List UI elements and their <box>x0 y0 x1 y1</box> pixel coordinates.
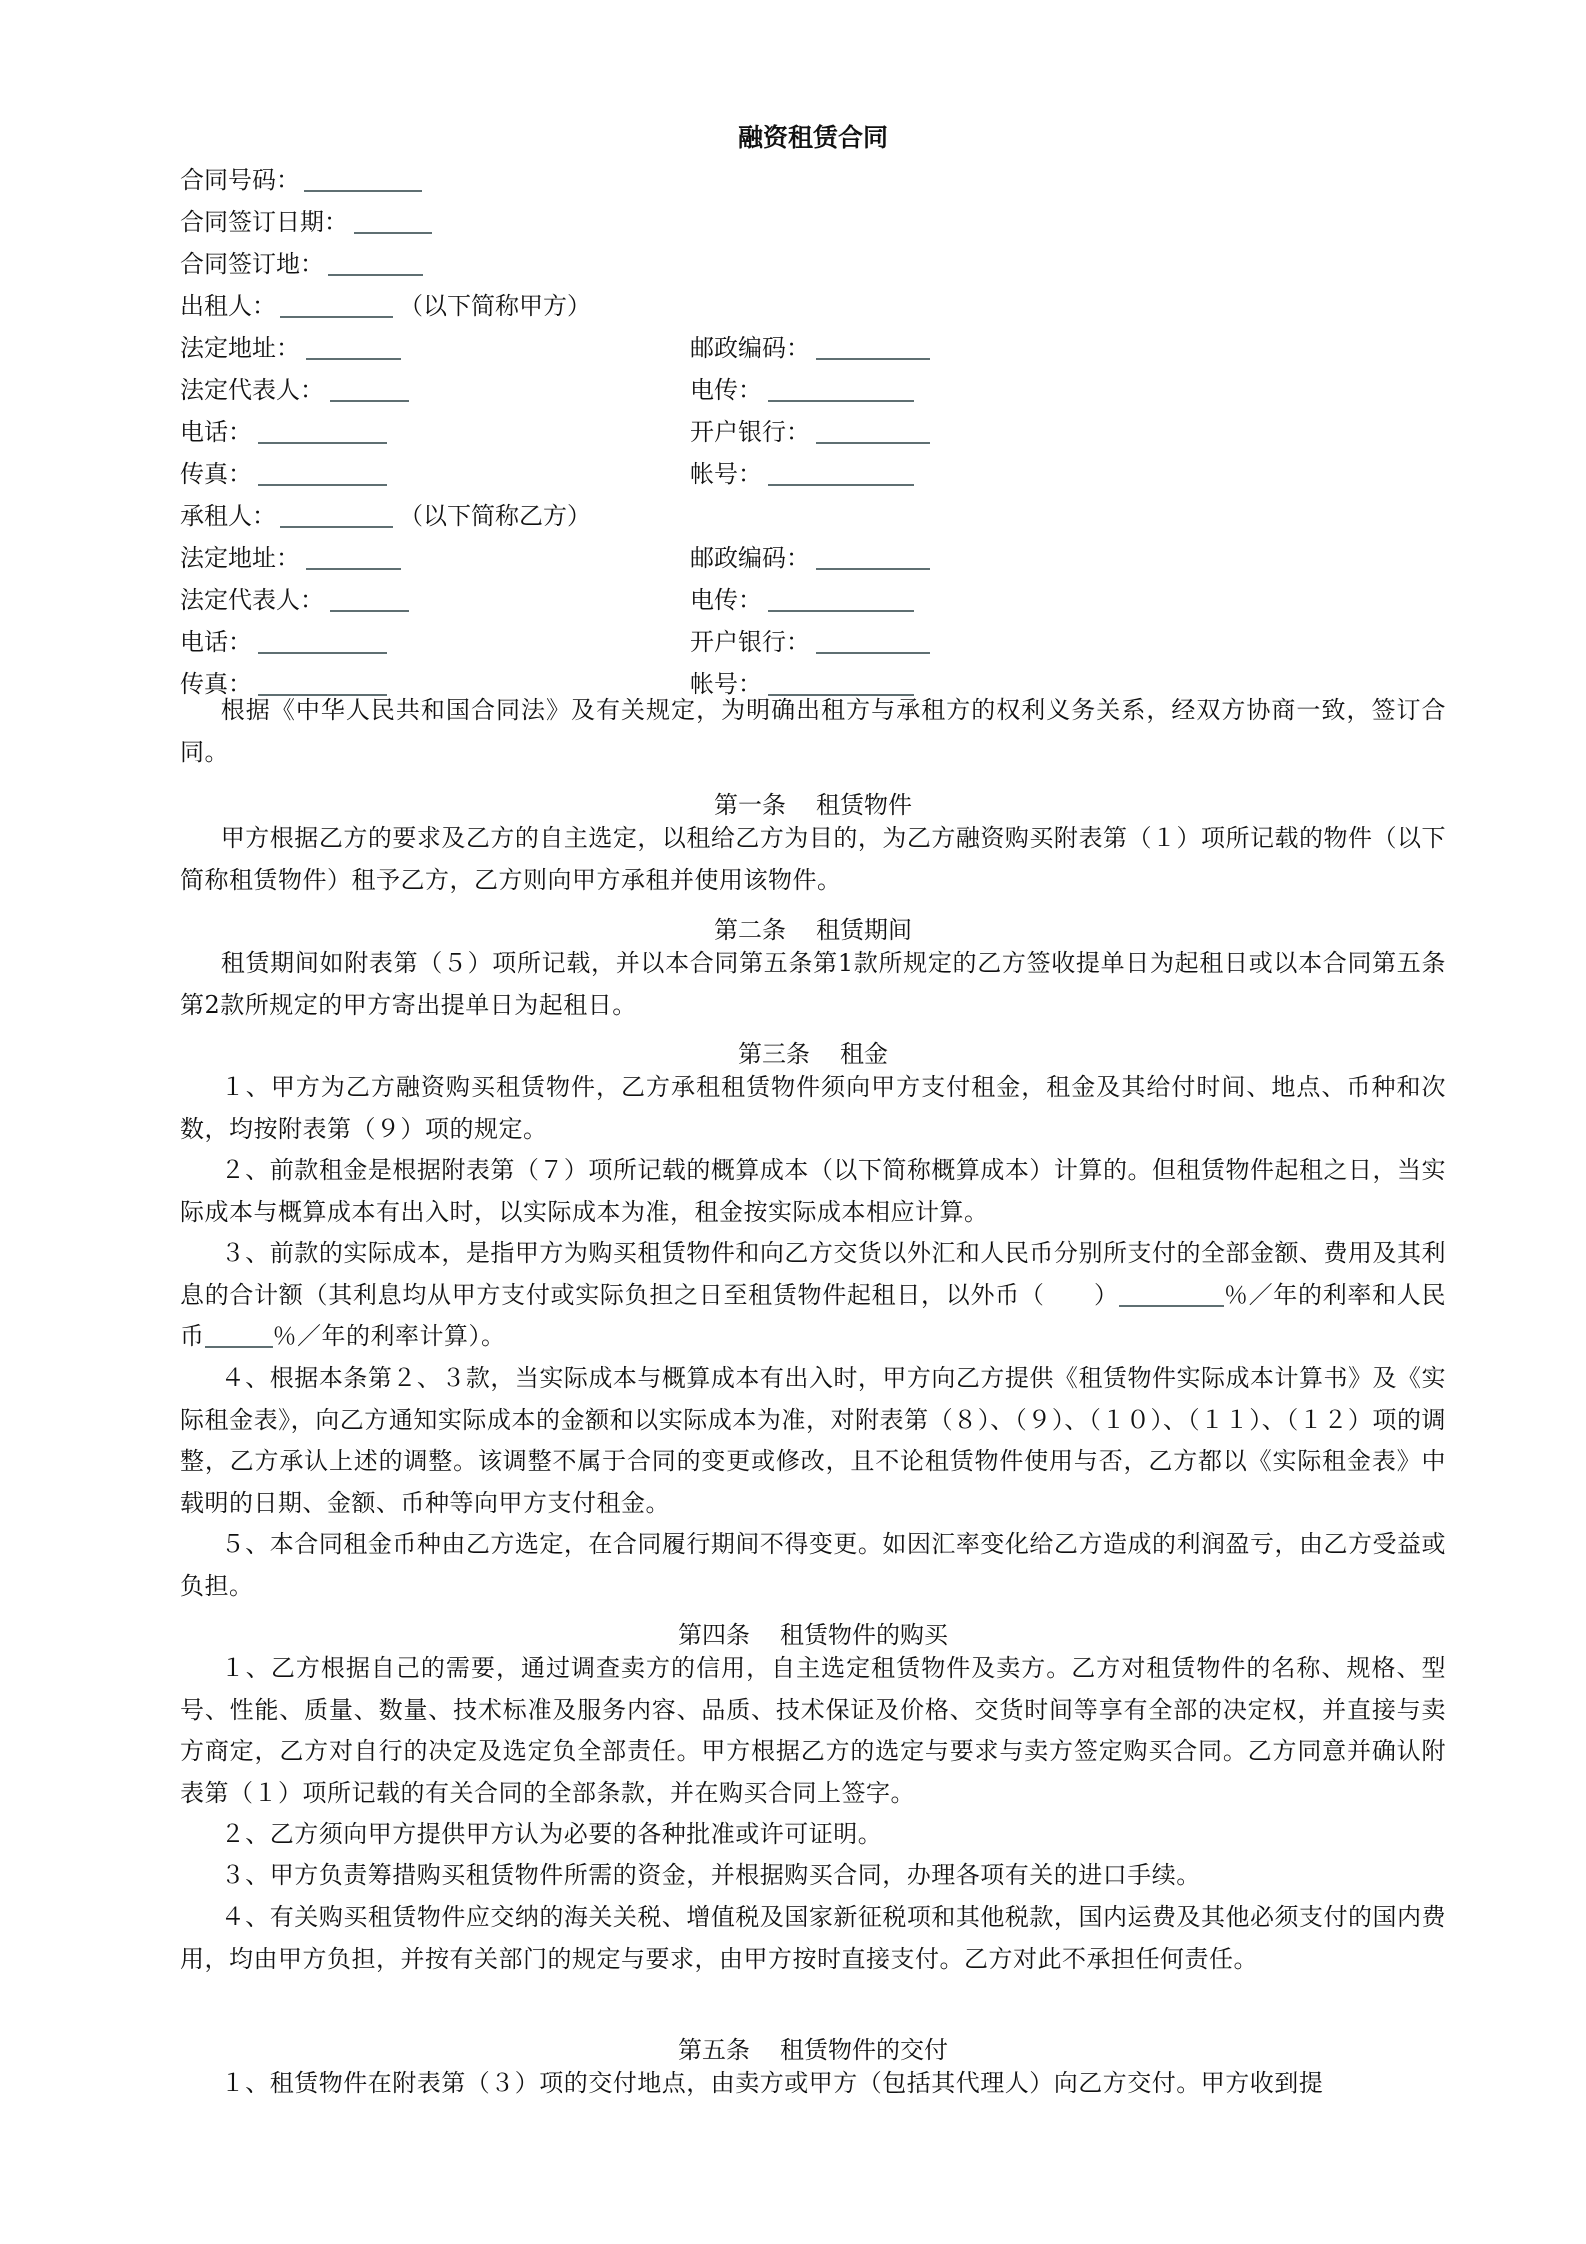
field-label: 电传： <box>690 376 762 404</box>
field-label: 邮政编码： <box>690 544 810 572</box>
field-note: （以下简称乙方） <box>399 502 591 530</box>
blank-line[interactable] <box>330 374 409 402</box>
lessor-postcode-field <box>690 328 930 368</box>
article-5-clause-1: １、租赁物件在附表第（３）项的交付地点，由卖方或甲方（包括其代理人）向乙方交付。甲方收到提 <box>220 2069 1324 2097</box>
blank-line[interactable] <box>816 542 930 570</box>
field-contract-no <box>180 160 422 200</box>
field-label: 合同签订日期： <box>180 208 348 236</box>
field-label: 开户银行： <box>690 418 810 446</box>
article-number: 第五条 <box>678 2036 750 2064</box>
lessee-address-field <box>180 538 401 578</box>
article-name: 租金 <box>840 1040 888 1068</box>
document-title: 融资租赁合同 <box>737 123 888 152</box>
foreign-rate-blank[interactable] <box>1119 1281 1224 1307</box>
lessor-bank-field <box>690 412 930 452</box>
article-4-clause-2: ２、乙方须向甲方提供甲方认为必要的各种批准或许可证明。 <box>220 1820 883 1848</box>
blank-line[interactable] <box>280 500 393 528</box>
lessor-address-field <box>180 328 401 368</box>
blank-line[interactable] <box>258 458 387 486</box>
lessor-account-field <box>690 454 914 494</box>
article-number: 第一条 <box>714 791 786 819</box>
field-sign-place <box>180 244 423 284</box>
blank-line[interactable] <box>768 584 914 612</box>
article-3-clause-2: ２、前款租金是根据附表第（７）项所记载的概算成本（以下简称概算成本）计算的。但租赁物件起租之日，当实际成本与概算成本有出入时，以实际成本为准，租金按实际成本相应计算。 <box>180 1156 1446 1226</box>
lessor-name-field <box>180 286 591 326</box>
blank-line[interactable] <box>306 542 401 570</box>
field-sign-date <box>180 202 432 242</box>
lessee-bank-field <box>690 622 930 662</box>
article-number: 第四条 <box>678 1621 750 1649</box>
blank-line[interactable] <box>354 206 432 234</box>
article-4-clause-1: １、乙方根据自己的需要，通过调查卖方的信用，自主选定租赁物件及卖方。乙方对租赁物件的名称、规格、型号、性能、质量、数量、技术标准及服务内容、品质、技术保证及价格、交货时间等享有全部的决定权，并直接与卖方商定，乙方对自行的决定及选定负全部责任。甲方根据乙方的选定与要求与卖方签定购买合同。乙方同意并确认附表第（１）项所记载的有关合同的全部条款，并在购买合同上签字。 <box>180 1654 1446 1807</box>
field-note: （以下简称甲方） <box>399 292 591 320</box>
field-label: 承租人： <box>180 502 276 530</box>
article-4-clause-4: ４、有关购买租赁物件应交纳的海关关税、增值税及国家新征税项和其他税款，国内运费及其他必须支付的国内费用，均由甲方负担，并按有关部门的规定与要求，由甲方按时直接支付。乙方对此不承担任何责任。 <box>180 1903 1446 1973</box>
rmb-rate-blank[interactable] <box>205 1322 273 1348</box>
field-label: 传真： <box>180 670 252 698</box>
article-3-clause-4: ４、根据本条第２、３款，当实际成本与概算成本有出入时，甲方向乙方提供《租赁物件实际成本计算书》及《实际租金表》，向乙方通知实际成本的金额和以实际成本为准，对附表第（８）、（９）、（１０）、（１１）、（１２）项的调整，乙方承认上述的调整。该调整不属于合同的变更或修改，且不论租赁物件使用与否，乙方都以《实际租金表》中载明的日期、金额、币种等向甲方支付租金。 <box>180 1364 1446 1517</box>
blank-line[interactable] <box>306 332 401 360</box>
field-label: 法定地址： <box>180 334 300 362</box>
field-label: 电传： <box>690 586 762 614</box>
article-2-paragraph: 租赁期间如附表第（５）项所记载，并以本合同第五条第1款所规定的乙方签收提单日为起租日或以本合同第五条第2款所规定的甲方寄出提单日为起租日。 <box>180 949 1446 1019</box>
article-3-clause-3 <box>180 1233 1446 1358</box>
field-label: 开户银行： <box>690 628 810 656</box>
article-name: 租赁期间 <box>816 916 912 944</box>
field-label: 合同号码： <box>180 166 300 194</box>
field-label: 合同签订地： <box>180 250 324 278</box>
article-4-clause-3: ３、甲方负责筹措购买租赁物件所需的资金，并根据购买合同，办理各项有关的进口手续。 <box>220 1861 1201 1889</box>
lessor-rep-field <box>180 370 409 410</box>
field-label: 出租人： <box>180 292 276 320</box>
blank-line[interactable] <box>328 248 423 276</box>
clause-text: ％／年的利率和人民币 <box>180 1280 1447 1350</box>
lessee-phone-field <box>180 622 387 662</box>
field-label: 帐号： <box>690 460 762 488</box>
field-label: 传真： <box>180 460 252 488</box>
lessor-telex-field <box>690 370 914 410</box>
blank-line[interactable] <box>816 416 930 444</box>
lessee-postcode-field <box>690 538 930 578</box>
article-name: 租赁物件的交付 <box>780 2036 948 2064</box>
article-name: 租赁物件 <box>816 791 912 819</box>
article-name: 租赁物件的购买 <box>780 1621 948 1649</box>
lessor-fax-field <box>180 454 387 494</box>
lessee-telex-field <box>690 580 914 620</box>
clause-text: ％／年的利率计算）。 <box>272 1322 506 1350</box>
article-number: 第三条 <box>738 1040 810 1068</box>
blank-line[interactable] <box>258 416 387 444</box>
article-3-clause-5: ５、本合同租金币种由乙方选定，在合同履行期间不得变更。如因汇率变化给乙方造成的利润盈亏，由乙方受益或负担。 <box>180 1530 1446 1600</box>
field-label: 法定代表人： <box>180 376 324 404</box>
field-label: 法定地址： <box>180 544 300 572</box>
field-label: 帐号： <box>690 670 762 698</box>
preamble-paragraph: 根据《中华人民共和国合同法》及有关规定，为明确出租方与承租方的权利义务关系，经双方协商一致，签订合同。 <box>180 696 1446 766</box>
blank-line[interactable] <box>330 584 409 612</box>
lessor-phone-field <box>180 412 387 452</box>
blank-line[interactable] <box>258 626 387 654</box>
clause-text: ３、前款的实际成本，是指甲方为购买租赁物件和向乙方交货以外汇和人民币分别所支付的全部金额、费用及其利息的合计额（其利息均从甲方支付或实际负担之日至租赁物件起租日，以外币（ ） <box>180 1239 1446 1309</box>
field-label: 电话： <box>180 418 252 446</box>
blank-line[interactable] <box>280 290 393 318</box>
blank-line[interactable] <box>816 332 930 360</box>
field-label: 电话： <box>180 628 252 656</box>
blank-line[interactable] <box>768 374 914 402</box>
article-number: 第二条 <box>714 916 786 944</box>
blank-line[interactable] <box>304 164 422 192</box>
article-1-paragraph: 甲方根据乙方的要求及乙方的自主选定，以租给乙方为目的，为乙方融资购买附表第（１）项所记载的物件（以下简称租赁物件）租予乙方，乙方则向甲方承租并使用该物件。 <box>180 824 1446 894</box>
field-label: 邮政编码： <box>690 334 810 362</box>
article-3-clause-1: １、甲方为乙方融资购买租赁物件，乙方承租租赁物件须向甲方支付租金，租金及其给付时间、地点、币种和次数，均按附表第（９）项的规定。 <box>180 1073 1446 1143</box>
field-label: 法定代表人： <box>180 586 324 614</box>
blank-line[interactable] <box>768 458 914 486</box>
lessee-name-field <box>180 496 591 536</box>
lessee-rep-field <box>180 580 409 620</box>
blank-line[interactable] <box>816 626 930 654</box>
